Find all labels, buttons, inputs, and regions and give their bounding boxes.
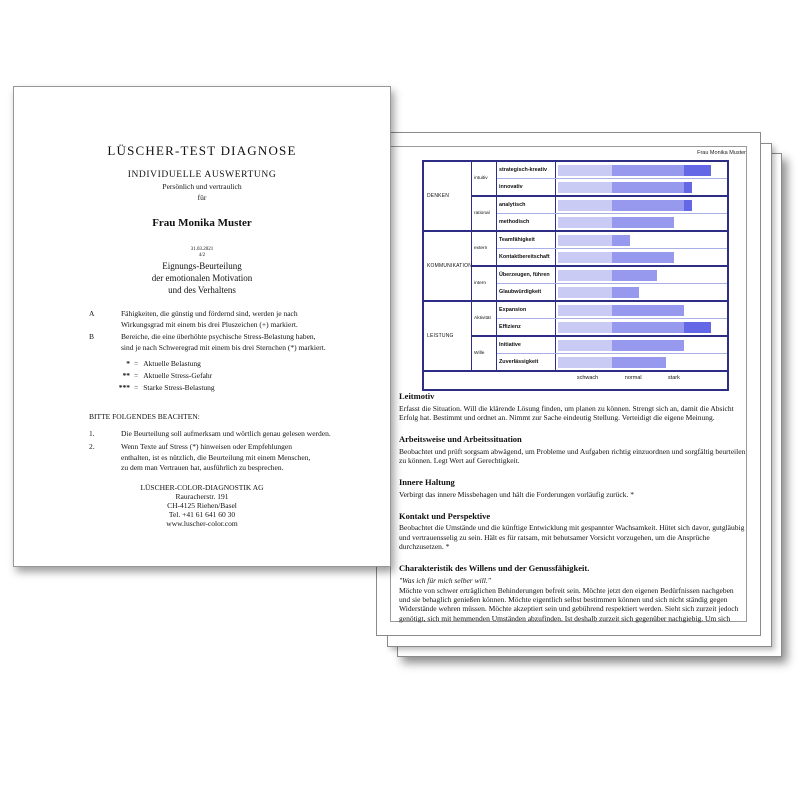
item-text-line: Die Beurteilung soll aufmerksam und wörtlich genau gelesen werden. (121, 429, 331, 438)
value-bar (558, 235, 726, 246)
legend-text: Aktuelle Belastung (143, 359, 201, 368)
row-label: analytisch (497, 197, 556, 213)
bar-segment (684, 182, 692, 193)
item-number: 2. (89, 442, 95, 451)
value-bar (558, 182, 726, 193)
value-bar (558, 322, 726, 333)
chart-group-leistung (424, 300, 727, 370)
section-body: Beobachtet und prüft sorgsam abwägend, um Probleme und Aufgaben richtig einzuordnen und sorgfältig beurteilen zu können. Legt Wert auf Gerechtigkeit. (399, 446, 746, 465)
row-label: strategisch-kreativ (497, 162, 556, 178)
marker-explanation-b (89, 332, 356, 353)
chart-row (497, 162, 727, 178)
bar-segment (558, 235, 612, 246)
bar-segment (558, 322, 612, 333)
row-label: Expansion (497, 302, 556, 318)
stress-legend (116, 358, 215, 394)
chart-row (497, 353, 727, 370)
chart-group-kommunikation (424, 230, 727, 300)
chart-row (497, 283, 727, 300)
section-innere-haltung (399, 477, 746, 499)
report-title (14, 260, 390, 296)
section-heading: Charakteristik des Willens und der Genussfähigkeit. (399, 563, 590, 574)
value-bar (558, 287, 726, 298)
bar-cell (556, 354, 727, 370)
item-letter: A (89, 309, 95, 318)
item-text-line: Bereiche, die eine überhöhte psychische Stress-Belastung haben, (121, 332, 316, 341)
bar-segment (612, 182, 684, 193)
company-website: www.luscher-color.com (166, 519, 238, 528)
company-name: LÜSCHER-COLOR-DIAGNOSTIK AG (140, 483, 264, 492)
subgroup-label: Wille (472, 337, 497, 370)
row-label: Teamfähigkeit (497, 232, 556, 248)
section-kontakt-perspektive (399, 511, 746, 551)
section-body: Beobachtet die Umstände und die künftige Entwicklung mit gespannter Wachsamkeit. Hütet sich davor, gutgläubig und vertrauensselig zu sein. Hält es für ratsam, mit behutsamer Vorsicht vorzugehen, um die Ansprüche durchzusetzen. * (399, 523, 745, 552)
subgroup-aktivitaet (472, 302, 727, 335)
chart-row (497, 178, 727, 195)
bar-segment (558, 252, 612, 263)
bar-cell (556, 162, 727, 178)
bar-segment (558, 165, 612, 176)
section-body: Verbirgt das innere Missbehagen und hält die Forderungen vorläufig zurück. * (399, 489, 635, 499)
chart-row (497, 318, 727, 335)
subgroup-rational (472, 195, 727, 230)
profile-chart-table (422, 160, 729, 391)
bar-segment (684, 165, 711, 176)
value-bar (558, 305, 726, 316)
chart-row (497, 232, 727, 248)
for-label: für (197, 193, 207, 202)
subgroup-label: intuitiv (472, 162, 497, 195)
bar-segment (612, 357, 666, 368)
group-label: LEISTUNG (424, 302, 472, 370)
legend-stars: *** (118, 383, 130, 392)
section-arbeitsweise (399, 434, 746, 465)
scale-label-stark: stark (667, 375, 680, 381)
value-bar (558, 340, 726, 351)
bar-segment (612, 287, 639, 298)
section-subtitle-italic: "Was ich für mich selber will." (399, 575, 491, 585)
section-body: Erfasst die Situation. Will die klärende Lösung finden, um planen zu können. Strengt sich an, damit die Absicht Erfolg hat. Bestimmt und ordnet an. Nimmt zur Sache eindeutig Stellung. Verteidigt die eigene Meinung. (399, 403, 734, 422)
section-heading: Leitmotiv (399, 391, 435, 401)
legend-equals: = (134, 359, 139, 368)
item-letter: B (89, 332, 95, 341)
subgroup-wille (472, 335, 727, 370)
legend-row (116, 358, 215, 370)
bar-segment (612, 200, 684, 211)
subgroup-label: Aktivität (472, 302, 497, 335)
report-title-line: und des Verhaltens (168, 285, 236, 295)
recipient-name: Frau Monika Muster (152, 217, 252, 229)
bar-segment (558, 217, 612, 228)
evaluation-page (376, 132, 761, 636)
cover-page (13, 86, 391, 567)
subgroup-intern (472, 265, 727, 300)
bar-cell (556, 284, 727, 300)
subgroup-intuitiv (472, 162, 727, 195)
section-heading: Kontakt und Perspektive (399, 510, 491, 521)
bar-cell (556, 232, 727, 248)
bar-segment (558, 305, 612, 316)
subgroup-label: extern (472, 232, 497, 265)
legend-row (116, 370, 215, 382)
value-bar (558, 270, 726, 281)
legend-equals: = (134, 371, 139, 380)
item-number: 1. (89, 429, 95, 438)
bar-segment (684, 322, 711, 333)
bar-segment (612, 165, 684, 176)
subgroup-label: intern (472, 267, 497, 300)
report-recipient-name: Frau Monika Muster (697, 150, 746, 156)
bar-segment (612, 305, 684, 316)
bar-segment (612, 270, 657, 281)
bar-cell (556, 337, 727, 353)
item-text-line: zu dem man Vertrauen hat, ausführlich zu besprechen. (121, 463, 284, 472)
bar-segment (558, 200, 612, 211)
item-text-line: Wenn Texte auf Stress (*) hinweisen oder Empfehlungen (121, 442, 292, 451)
bar-cell (556, 214, 727, 230)
item-text-line: Fähigkeiten, die günstig und fördernd sind, werden je nach (121, 309, 298, 318)
legend-stars: ** (122, 371, 130, 380)
legend-text: Starke Stress-Belastung (143, 383, 215, 392)
value-bar (558, 217, 726, 228)
evaluation-sections (399, 391, 746, 635)
test-code: 4/2 (198, 253, 206, 258)
notice-item-1 (89, 429, 356, 440)
section-heading: Innere Haltung (399, 477, 455, 488)
bar-segment (558, 357, 612, 368)
row-label: Zuverlässigkeit (497, 354, 556, 370)
bar-cell (556, 249, 727, 265)
chart-scale-row (424, 370, 727, 389)
company-street: Rauracherstr. 191 (175, 492, 229, 501)
report-title-line: Eignungs-Beurteilung (162, 261, 242, 271)
bar-segment (558, 182, 612, 193)
item-text-line: Wirkungsgrad mit einem bis drei Pluszeichen (+) markiert. (121, 319, 298, 329)
value-bar (558, 357, 726, 368)
group-label: KOMMUNIKATION (424, 232, 472, 300)
company-city: CH-4125 Riehen/Basel (167, 501, 237, 510)
bar-cell (556, 319, 727, 335)
bar-segment (612, 252, 674, 263)
bar-cell (556, 197, 727, 213)
bar-segment (612, 340, 684, 351)
notice-heading: BITTE FOLGENDES BEACHTEN: (89, 412, 200, 421)
item-text-line: enthalten, ist es nützlich, die Beurteilung mit einem Menschen, (121, 452, 311, 462)
value-bar (558, 252, 726, 263)
section-body: Möchte von schwer erträglichen Behinderungen befreit sein. Möchte jetzt den eigenen Bedürfnissen nachgeben und sie behaglich genießen können. Möchte eigentlich selbst bestimmen können und sich nicht ständig gegen Widerstände wehren müssen. Möchte akzeptiert sein und gebührend respektiert werden. Sieht sich zurzeit jedoch genötigt, sich mit hemmenden Umständen abzufinden. Ist deshalb zurzeit sich gegenüber nachgiebig. Um sich (399, 585, 739, 623)
bar-segment (558, 270, 612, 281)
marker-explanation-a (89, 309, 356, 330)
confidential-note: Persönlich und vertraulich (162, 182, 242, 191)
bar-segment (558, 340, 612, 351)
chart-row (497, 302, 727, 318)
scale-label-schwach: schwach (576, 375, 599, 381)
value-bar (558, 165, 726, 176)
notice-item-2 (89, 442, 356, 474)
legend-equals: = (134, 383, 139, 392)
legend-text: Aktuelle Stress-Gefahr (143, 371, 213, 380)
legend-stars: * (126, 359, 130, 368)
row-label: Initiative (497, 337, 556, 353)
chart-row (497, 337, 727, 353)
item-text-line: sind je nach Schweregrad mit einem bis drei Sternchen (*) markiert. (121, 342, 326, 352)
section-heading: Arbeitsweise und Arbeitssituation (399, 434, 522, 445)
bar-cell (556, 267, 727, 283)
cover-title: LÜSCHER-TEST DIAGNOSE (107, 143, 297, 158)
chart-row (497, 267, 727, 283)
row-label: Überzeugen, führen (497, 267, 556, 283)
bar-segment (612, 322, 684, 333)
subgroup-extern (472, 232, 727, 265)
bar-cell (556, 302, 727, 318)
value-bar (558, 200, 726, 211)
test-date: 31.03.2021 (190, 247, 214, 252)
subgroup-label: rational (472, 197, 497, 230)
row-label: innovativ (497, 179, 556, 195)
company-address-block (14, 483, 390, 528)
section-leitmotiv (399, 391, 746, 422)
chart-row (497, 213, 727, 230)
bar-segment (612, 217, 674, 228)
bar-segment (558, 287, 612, 298)
chart-row (497, 197, 727, 213)
section-charakteristik (399, 563, 746, 623)
company-phone: Tel. +41 61 641 60 30 (168, 510, 236, 519)
row-label: Effizienz (497, 319, 556, 335)
bar-cell (556, 179, 727, 195)
row-label: Kontaktbereitschaft (497, 249, 556, 265)
bar-segment (684, 200, 692, 211)
row-label: Glaubwürdigkeit (497, 284, 556, 300)
chart-row (497, 248, 727, 265)
bar-segment (612, 235, 630, 246)
row-label: methodisch (497, 214, 556, 230)
group-label: DENKEN (424, 162, 472, 230)
cover-subtitle: INDIVIDUELLE AUSWERTUNG (127, 170, 277, 180)
chart-group-denken (424, 162, 727, 230)
report-title-line: der emotionalen Motivation (151, 273, 253, 283)
scale-label-normal: normal (624, 375, 642, 381)
legend-row (116, 382, 215, 394)
